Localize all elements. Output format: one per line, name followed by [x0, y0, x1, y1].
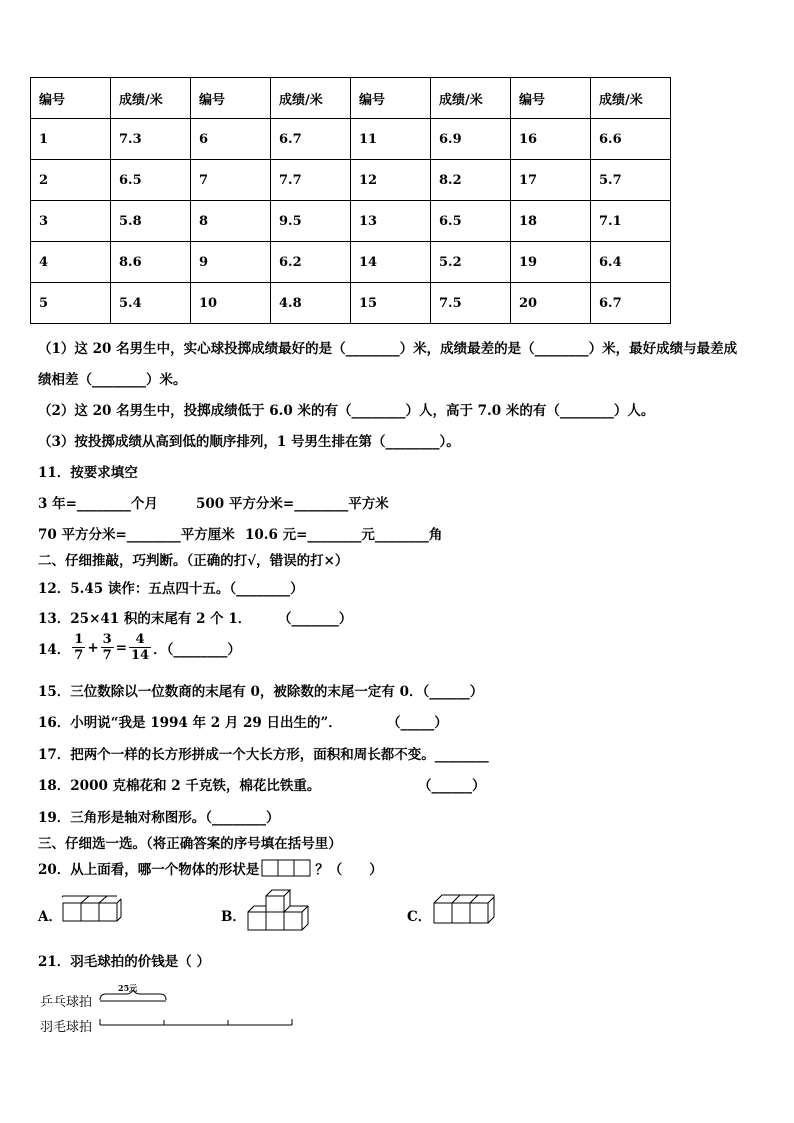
table-row [31, 242, 671, 283]
table-cell: 4 [31, 242, 111, 283]
table-header-cell: 成绩/米 [431, 78, 511, 119]
q11-item-d: 10.6 元=________元________角 [245, 527, 443, 543]
table-cell: 6.4 [591, 242, 671, 283]
table-cell: 19 [511, 242, 591, 283]
q10-part3: （3）按投掷成绩从高到低的顺序排列，1 号男生排在第（________）。 [38, 434, 460, 450]
table-cell: 8.6 [111, 242, 191, 283]
section-3-heading: 三、仔细选一选。（将正确答案的序号填在括号里） [38, 836, 342, 852]
q16-answer-blank: （_____） [387, 715, 448, 731]
equals-sign: = [115, 639, 128, 656]
option-b-label: B． [221, 909, 246, 925]
table-cell: 7.1 [591, 201, 671, 242]
q19: 19．三角形是轴对称图形。（________） [38, 810, 280, 826]
denominator: 7 [74, 648, 84, 663]
table-cell: 13 [351, 201, 431, 242]
table-cell: 18 [511, 201, 591, 242]
table-cell: 15 [351, 283, 431, 324]
table-cell: 7.3 [111, 119, 191, 160]
table-cell: 6.5 [431, 201, 511, 242]
table-cell: 4.8 [271, 283, 351, 324]
table-header-cell: 成绩/米 [271, 78, 351, 119]
q17: 17．把两个一样的长方形拼成一个大长方形，面积和周长都不变。________ [38, 747, 489, 763]
badminton-racket-label: 羽毛球拍 [40, 1020, 93, 1035]
denominator: 7 [102, 648, 112, 663]
option-a-label: A． [38, 909, 62, 925]
table-cell: 6.7 [271, 119, 351, 160]
table-cell: 16 [511, 119, 591, 160]
option-c-label: C． [407, 909, 432, 925]
table-cell: 5 [31, 283, 111, 324]
q18-answer-blank: （______） [418, 778, 486, 794]
table-header-cell: 成绩/米 [591, 78, 671, 119]
table-header-row [31, 78, 671, 119]
q20-text: 20．从上面看，哪一个物体的形状是 [38, 862, 260, 878]
table-cell: 8.2 [431, 160, 511, 201]
table-cell: 5.2 [431, 242, 511, 283]
q12: 12．5.45 读作：五点四十五。（________） [38, 581, 304, 597]
table-cell: 2 [31, 160, 111, 201]
option-a-cube-figure [62, 893, 122, 927]
table-cell: 6 [191, 119, 271, 160]
q14-label: 14． [38, 641, 71, 658]
numerator: 3 [102, 632, 112, 647]
table-cell: 6.9 [431, 119, 511, 160]
fraction-3-7 [101, 632, 114, 663]
table-header-cell: 成绩/米 [111, 78, 191, 119]
option-b-cube-figure [246, 888, 310, 934]
q16: 16．小明说“我是 1994 年 2 月 29 日出生的”． [38, 715, 342, 731]
q18: 18．2000 克棉花和 2 千克铁，棉花比铁重。 [38, 778, 321, 794]
option-c-cube-figure [432, 891, 496, 929]
table-cell: 6.7 [591, 283, 671, 324]
table-cell: 8 [191, 201, 271, 242]
ping-pong-paddle-label: 乒乓球拍 [40, 995, 93, 1010]
table-cell: 11 [351, 119, 431, 160]
table-header-cell: 编号 [191, 78, 271, 119]
table-cell: 14 [351, 242, 431, 283]
q21: 21．羽毛球拍的价钱是（ ） [38, 954, 210, 970]
q11-item-a: 3 年=________个月 [38, 496, 158, 512]
table-header-cell: 编号 [31, 78, 111, 119]
q13: 13．25×41 积的末尾有 2 个 1． [38, 611, 252, 627]
q11-item-b: 500 平方分米=________平方米 [196, 496, 389, 512]
price-25-label: 25元 [118, 983, 138, 993]
numerator: 4 [135, 632, 145, 647]
q10-part2: （2）这 20 名男生中，投掷成绩低于 6.0 米的有（________）人，高于 7.0 米的有（________）人。 [38, 403, 655, 419]
section-2-heading: 二、仔细推敲，巧判断。（正确的打√，错误的打×） [38, 553, 349, 569]
table-header-cell: 编号 [351, 78, 431, 119]
table-cell: 12 [351, 160, 431, 201]
table-cell: 9.5 [271, 201, 351, 242]
q11-item-c: 70 平方分米=________平方厘米 [38, 527, 235, 543]
table-cell: 7.5 [431, 283, 511, 324]
table-cell: 9 [191, 242, 271, 283]
score-table [30, 77, 671, 324]
table-cell: 6.5 [111, 160, 191, 201]
table-row [31, 283, 671, 324]
table-cell: 5.8 [111, 201, 191, 242]
q20 [38, 858, 383, 878]
table-cell: 6.6 [591, 119, 671, 160]
plus-sign: + [87, 639, 99, 656]
table-cell: 7 [191, 160, 271, 201]
numerator: 1 [74, 632, 84, 647]
q10-part1-line1: （1）这 20 名男生中，实心球投掷成绩最好的是（________）米，成绩最差的是（________）米，最好成绩与最差成 [38, 341, 738, 357]
table-cell: 7.7 [271, 160, 351, 201]
table-cell: 3 [31, 201, 111, 242]
q14-answer-blank: ．（________） [153, 641, 241, 658]
table-header-cell: 编号 [511, 78, 591, 119]
table-cell: 5.4 [111, 283, 191, 324]
q10-part1-line2: 绩相差（________）米。 [38, 372, 187, 388]
table-cell: 5.7 [591, 160, 671, 201]
q13-answer-blank: （_______） [278, 611, 353, 627]
q15: 15．三位数除以一位数商的末尾有 0，被除数的末尾一定有 0．（______） [38, 684, 484, 700]
table-cell: 1 [31, 119, 111, 160]
table-cell: 10 [191, 283, 271, 324]
table-cell: 20 [511, 283, 591, 324]
table-row [31, 160, 671, 201]
q11-title: 11．按要求填空 [38, 465, 138, 481]
fraction-4-14 [129, 632, 151, 663]
fraction-1-7 [72, 632, 85, 663]
q20-answer-blank: ？（ ） [315, 862, 383, 878]
table-cell: 6.2 [271, 242, 351, 283]
table-cell: 17 [511, 160, 591, 201]
three-square-top-view-icon [261, 859, 313, 877]
price-comparison-bar-diagram [98, 990, 298, 1030]
table-row [31, 119, 671, 160]
q14 [38, 632, 241, 663]
denominator: 14 [131, 648, 150, 663]
table-row [31, 201, 671, 242]
